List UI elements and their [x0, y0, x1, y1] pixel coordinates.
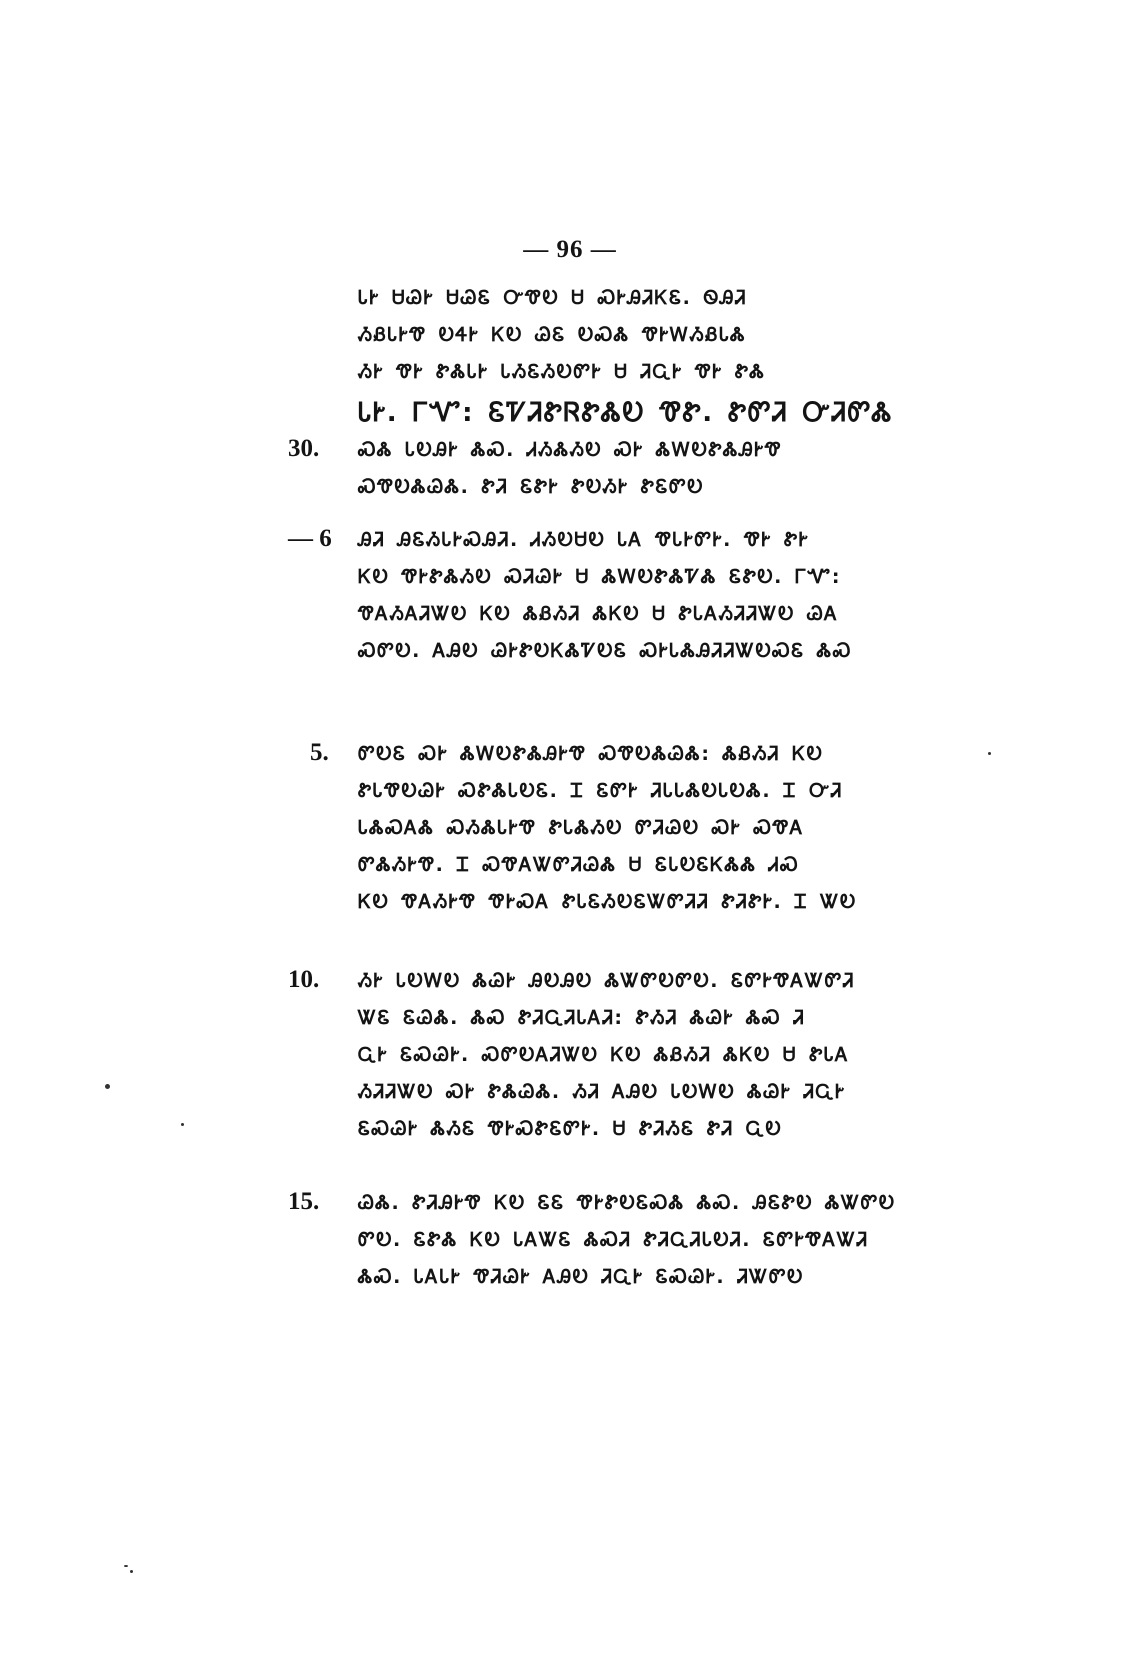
line-text: ᏍᏛᎧ. ᎪᎯᎧ ᏊᎨᏑᎧᏦᏜᏤᎧᏋ ᏍᎨᏓᏜᎯᏘᏘᏔᎧᏍᏋ ᏜᏍ — [358, 640, 852, 662]
line-text: ᏛᎧ. ᏋᏑᏜ ᏦᎧ ᏓᎪᏔᏋ ᏜᏍᏘ ᏑᏘᏩᏘᏓᎧᏘ. ᏋᏛᎨᏡᎪᏔᏘ — [358, 1229, 869, 1251]
line-text: ᏱᎨ ᏓᎧᎳᎧ ᏜᏊᎨ ᎯᎧᎯᎧ ᏜᏔᏛᎧᏛᎧ. ᏋᏛᎨᏡᎪᏔᏛᏘ — [358, 970, 855, 992]
scan-speck — [130, 1570, 133, 1573]
line-text: ᏍᏜ ᏓᎧᎯᎨ ᏜᏍ. ᏗᏱᏜᏱᎧ ᏍᎨ ᏜᎳᎧᏑᏜᎯᎨᏡ — [358, 439, 783, 461]
text-line — [288, 1224, 908, 1261]
scan-speck — [105, 1084, 110, 1089]
text-line — [288, 524, 908, 561]
passage-block — [288, 1187, 908, 1298]
text-line — [288, 319, 908, 356]
passage-block — [288, 965, 908, 1150]
passage-block — [288, 524, 908, 672]
line-number: — 6 — [288, 525, 332, 552]
line-text: ᏦᎧ ᏡᎨᏑᏜᏱᎧ ᏍᏘᏊᎨ Ꮜ ᏜᎳᎧᏑᏜᏤᏜ ᏋᏑᎧ. ᎱᏉ: — [358, 566, 841, 588]
text-line — [288, 598, 908, 635]
line-text: ᏱᏘᏘᏔᎧ ᏍᎨ ᏑᏜᏊᏜ. ᏱᏘ ᎪᎯᎧ ᏓᎧᎳᎧ ᏜᏊᎨ ᏘᏩᎨ — [358, 1081, 846, 1103]
page-number: — 96 — — [523, 236, 617, 263]
line-text: ᏊᏜ. ᏑᏘᎯᎨᏡ ᏦᎧ ᏋᏋ ᏡᎨᏑᎧᏋᏍᏜ ᏜᏍ. ᎯᏋᏑᎧ ᏜᏔᏛᎧ — [358, 1192, 896, 1214]
line-text: ᏍᏡᎧᏜᏊᏜ. ᏑᏘ ᏋᏑᎨ ᏑᎧᏱᎨ ᏑᏋᏛᎧ — [358, 476, 704, 498]
text-line — [288, 561, 908, 598]
passage-block — [288, 434, 908, 508]
line-text: ᏩᎨ ᏋᏍᏊᎨ. ᏍᏛᎧᎪᏘᏔᎧ ᏦᎧ ᏜᏰᏱᏘ ᏜᏦᎧ Ꮜ ᏑᏓᎪ — [358, 1044, 850, 1066]
text-line — [288, 1113, 908, 1150]
line-text: ᏛᏜᏱᎨᏡ. Ꮖ ᏍᏡᎪᏔᏛᏘᏊᏜ Ꮜ ᏋᏓᎧᏋᏦᏜᏜ ᏗᏍ — [358, 854, 800, 876]
text-line — [288, 886, 908, 923]
text-line — [288, 965, 908, 1002]
text-line — [288, 1261, 908, 1298]
line-text: ᏓᎨ ᏌᏊᎨ ᏌᏊᏋ ᏅᏡᎧ Ꮜ ᏍᎨᎯᏘᏦᏋ. ᏫᎯᏘ — [358, 287, 748, 309]
text-line — [288, 1039, 908, 1076]
line-text: ᏋᏍᏊᎨ ᏜᏱᏋ ᏡᎨᏍᏑᏋᏛᎨ. Ꮜ ᏑᏘᏱᏋ ᏑᏘ ᏩᎧ — [358, 1118, 783, 1140]
line-text: ᏱᏰᏓᎨᏡ ᎧᏎᎨ ᏦᎧ ᏊᏋ ᎧᏍᏜ ᏡᎨᎳᏱᏰᏓᏜ — [358, 324, 747, 346]
line-text: ᏓᎨ. ᎱᏉ: ᏋᏤᏘᏑᏒᏑᏜᎧ ᏡᏑ. ᏑᏛᏘ ᏅᏘᏛᏜ — [358, 398, 894, 428]
line-text: ᏛᎧᏋ ᏍᎨ ᏜᎳᎧᏑᏜᎯᎨᏡ ᏍᏡᎧᏜᏊᏜ: ᏜᏰᏱᏘ ᏦᎧ — [358, 743, 824, 765]
text-line — [288, 282, 908, 319]
text-line — [288, 812, 908, 849]
line-text: ᏑᏓᏡᎧᏊᎨ ᏍᏑᏜᏓᎧᏋ. Ꮖ ᏋᏛᎨ ᏘᏓᏓᏜᎧᏓᎧᏜ. Ꮖ ᏅᏘ — [358, 780, 843, 802]
text-line — [288, 635, 908, 672]
text-line — [288, 1076, 908, 1113]
line-text: ᏜᏍ. ᏓᎪᏓᎨ ᏡᏘᏊᎨ ᎪᎯᎧ ᏘᏩᎨ ᏋᏍᏊᎨ. ᏘᏔᏛᎧ — [358, 1266, 804, 1288]
text-line — [288, 1187, 908, 1224]
line-text: ᎯᏘ ᎯᏋᏱᏓᎨᏍᎯᏘ. ᏗᏱᎧᏌᎧ ᏓᎪ ᏡᏓᎨᏛᎨ. ᏡᎨ ᏑᎨ — [358, 529, 810, 551]
passage-block — [288, 738, 908, 923]
scan-speck — [124, 1565, 128, 1567]
scan-speck — [181, 1123, 184, 1126]
text-line — [288, 471, 908, 508]
scan-speck — [988, 752, 991, 755]
text-line — [288, 738, 908, 775]
line-number: 5. — [310, 739, 329, 766]
line-number: 15. — [288, 1188, 320, 1215]
line-text: ᏓᏜᏍᎪᏜ ᏍᏱᏜᏓᎨᏡ ᏑᏓᏜᏱᎧ ᏛᏘᏊᎧ ᏍᎨ ᏍᏡᎪ — [358, 817, 805, 839]
text-line — [288, 849, 908, 886]
passage-block — [288, 282, 908, 440]
line-text: ᏦᎧ ᏡᎪᏱᎨᏡ ᏡᎨᏍᎪ ᏑᏓᏋᏱᎧᏋᏔᏛᏘᏘ ᏑᏘᏑᎨ. Ꮖ ᏔᎧ — [358, 891, 857, 913]
text-line — [288, 434, 908, 471]
line-text: ᏔᏋ ᏋᏊᏜ. ᏜᏍ ᏑᏘᏩᏘᏓᎪᏘ: ᏑᏱᏘ ᏜᏊᎨ ᏜᏍ Ꮨ — [358, 1007, 806, 1029]
line-number: 10. — [288, 966, 320, 993]
text-line — [288, 1002, 908, 1039]
line-number: 30. — [288, 435, 320, 462]
text-line — [288, 775, 908, 812]
line-text: ᏱᎨ ᏡᎨ ᏑᏜᏓᎨ ᏓᏱᏋᏱᎧᏛᎨ Ꮜ ᏘᏩᎨ ᏡᎨ ᏑᏜ — [358, 361, 766, 383]
text-line — [288, 356, 908, 393]
line-text: ᏡᎪᏱᎪᏘᏔᎧ ᏦᎧ ᏜᏰᏱᏘ ᏜᏦᎧ Ꮜ ᏑᏓᎪᏱᏘᏘᏔᎧ ᏊᎪ — [358, 603, 839, 625]
